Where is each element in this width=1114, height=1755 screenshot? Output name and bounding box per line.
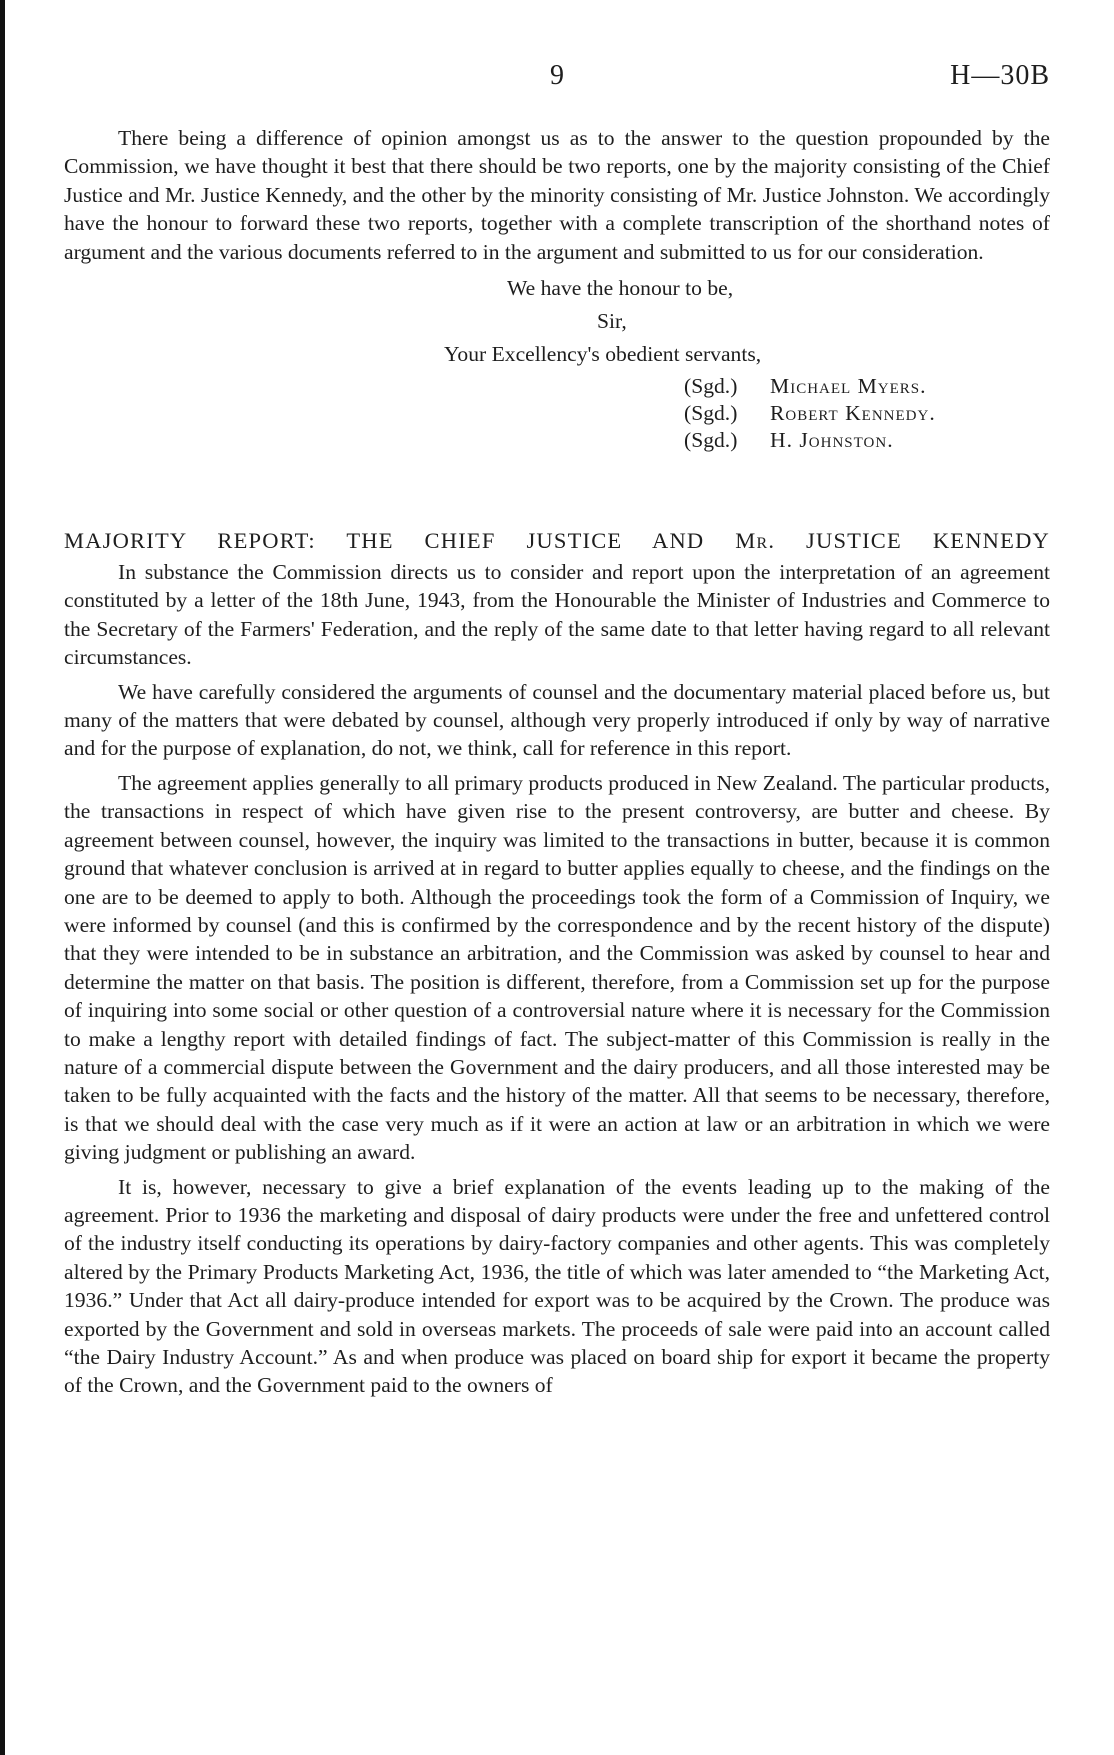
- body-paragraph: The agreement applies generally to all primary products produced in New Zealand. The particular products, the transactions in respect of which have given rise to the present controversy, are butter and cheese. By agreement between counsel, however, the inquiry was limited to the transactions in butter, because it is common ground that whatever conclusion is arrived at in regard to butter applies equally to cheese, and the findings on the one are to be deemed to apply to both. Although the proceedings took the form of a Commission of Inquiry, we were informed by counsel (and this is confirmed by the correspondence and by the recent history of the dispute) that they were intended to be in substance an arbitration, and the Commission was asked by counsel to hear and determine the matter on that basis. The position is different, therefore, from a Commission set up for the purpose of inquiring into some social or other question of a controversial nature where it is necessary for the Commission to make a lengthy report with detailed findings of fact. The subject-matter of this Commission is really in the nature of a commercial dispute between the Government and the dairy producers, and all those interested may be taken to be fully acquainted with the facts and the history of the matter. All that seems to be necessary, therefore, is that we should deal with the case very much as if it were an action at law or an arbitration in which we were giving judgment or publishing an award.: [64, 770, 1050, 1165]
- document-page: [64, 56, 1050, 1400]
- document-reference: H—30B: [950, 60, 1050, 91]
- sgd-label: (Sgd.): [684, 401, 738, 426]
- section-heading: [64, 526, 1050, 556]
- signature-block: [64, 373, 1050, 454]
- page-header: [64, 56, 1050, 96]
- closing-line-honour: We have the honour to be,: [507, 276, 734, 301]
- sgd-label: (Sgd.): [684, 374, 738, 399]
- closing-block: [64, 272, 1050, 371]
- heading-text-mr: Mr.: [735, 528, 776, 554]
- signatory-name: Robert Kennedy.: [770, 401, 936, 426]
- signature-kennedy: [684, 400, 1050, 427]
- heading-text-end: JUSTICE KENNEDY: [806, 528, 1050, 554]
- signature-johnston: [684, 427, 1050, 454]
- page-number: 9: [550, 60, 564, 91]
- closing-line-servants: Your Excellency's obedient servants,: [444, 342, 762, 367]
- signatory-name: Michael Myers.: [770, 374, 927, 399]
- closing-line-salutation: Sir,: [597, 309, 627, 334]
- body-paragraph: We have carefully considered the arguments of counsel and the documentary material placed before us, but many of the matters that were debated by counsel, although very properly introduced if only by way of narrative and for the purpose of explanation, do not, we think, call for reference in this report.: [64, 679, 1050, 761]
- page-edge-rule: [0, 0, 5, 1755]
- signature-myers: [684, 373, 1050, 400]
- heading-text-start: MAJORITY REPORT: THE CHIEF JUSTICE AND: [64, 528, 705, 554]
- intro-paragraph: There being a difference of opinion amongst us as to the answer to the question propounded by the Commission, we have thought it best that there should be two reports, one by the majority consisting of the Chief Justice and Mr. Justice Kennedy, and the other by the minority consisting of Mr. Justice Johnston. We accordingly have the honour to forward these two reports, together with a complete transcription of the shorthand notes of argument and the various documents referred to in the argument and submitted to us for our consideration.: [64, 126, 1050, 264]
- body-paragraph: It is, however, necessary to give a brief explanation of the events leading up to the making of the agreement. Prior to 1936 the marketing and disposal of dairy products were under the free and unfettered control of the industry itself conducting its operations by dairy-factory companies and other agents. This was completely altered by the Primary Products Marketing Act, 1936, the title of which was later amended to “the Marketing Act, 1936.” Under that Act all dairy-produce intended for export was to be acquired by the Crown. The produce was exported by the Government and sold in overseas markets. The proceeds of sale were paid into an account called “the Dairy Industry Account.” As and when produce was placed on board ship for export it became the property of the Crown, and the Government paid to the owners of: [64, 1174, 1050, 1398]
- sgd-label: (Sgd.): [684, 428, 738, 453]
- signatory-name: H. Johnston.: [770, 428, 894, 453]
- body-paragraph: In substance the Commission directs us to consider and report upon the interpretation of an agreement constituted by a letter of the 18th June, 1943, from the Honourable the Minister of Industries and Commerce to the Secretary of the Farmers' Federation, and the reply of the same date to that letter having regard to all relevant circumstances.: [64, 560, 1050, 670]
